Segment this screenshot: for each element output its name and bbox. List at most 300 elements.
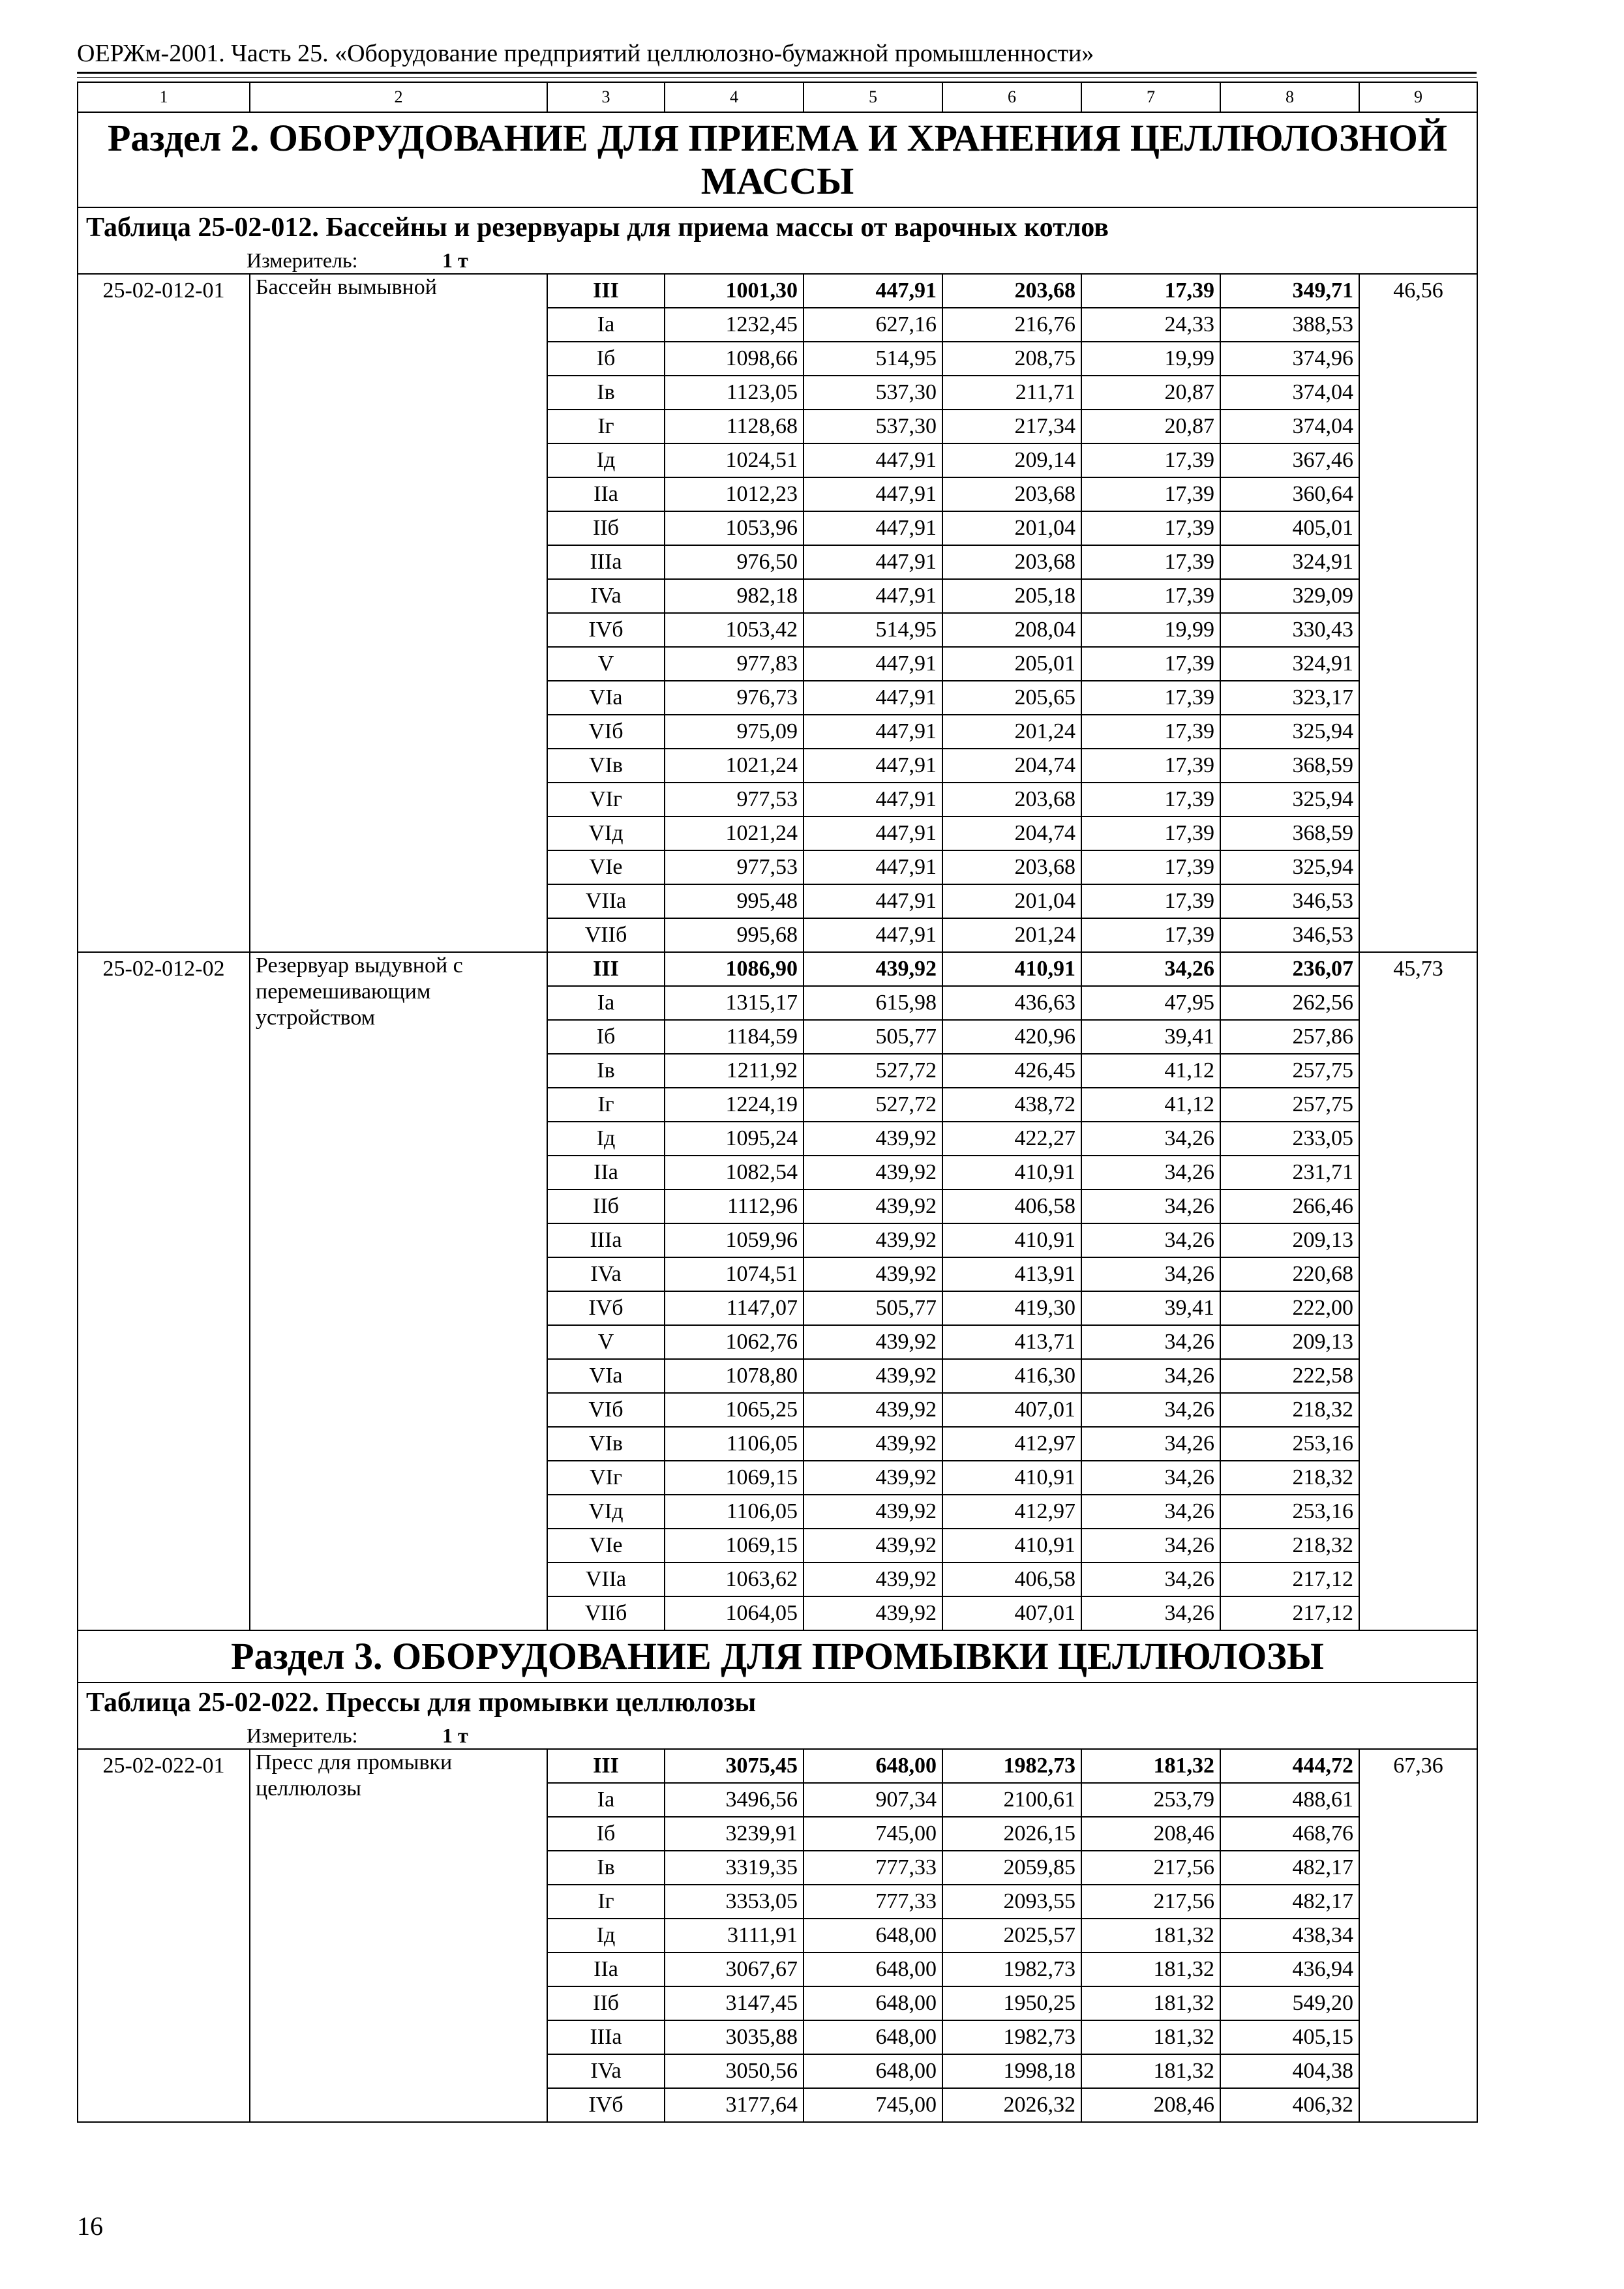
value-cell: 404,38 <box>1220 2054 1359 2088</box>
value-cell: 407,01 <box>942 1393 1081 1427</box>
value-cell: 34,26 <box>1081 952 1220 986</box>
value-cell: 412,97 <box>942 1495 1081 1529</box>
value-cell: 181,32 <box>1081 1986 1220 2020</box>
zone-cell: IIб <box>547 1189 665 1223</box>
value-cell: 218,32 <box>1220 1393 1359 1427</box>
value-cell: 388,53 <box>1220 308 1359 342</box>
value-cell: 17,39 <box>1081 681 1220 715</box>
zone-cell: IIб <box>547 1986 665 2020</box>
value-cell: 407,01 <box>942 1596 1081 1630</box>
value-cell: 346,53 <box>1220 884 1359 918</box>
value-cell: 1021,24 <box>665 816 804 850</box>
zone-cell: VIa <box>547 1359 665 1393</box>
value-cell: 1062,76 <box>665 1325 804 1359</box>
value-cell: 438,34 <box>1220 1919 1359 1952</box>
measure-cell <box>78 247 1477 274</box>
value-cell: 1232,45 <box>665 308 804 342</box>
value-cell: 203,68 <box>942 850 1081 884</box>
value-cell: 34,26 <box>1081 1427 1220 1461</box>
table-title-row <box>78 207 1477 247</box>
zone-cell: V <box>547 1325 665 1359</box>
value-cell: 1069,15 <box>665 1529 804 1563</box>
value-cell: 2025,57 <box>942 1919 1081 1952</box>
value-cell: 410,91 <box>942 1156 1081 1189</box>
value-cell: 17,39 <box>1081 647 1220 681</box>
value-cell: 1065,25 <box>665 1393 804 1427</box>
value-cell: 975,09 <box>665 715 804 749</box>
zone-cell: Iв <box>547 376 665 410</box>
zone-cell: VIIб <box>547 1596 665 1630</box>
value-cell: 17,39 <box>1081 274 1220 308</box>
value-cell: 253,16 <box>1220 1495 1359 1529</box>
value-cell: 17,39 <box>1081 443 1220 477</box>
item-name: Бассейн вымывной <box>250 274 547 952</box>
value-cell: 3353,05 <box>665 1885 804 1919</box>
value-cell: 1064,05 <box>665 1596 804 1630</box>
value-cell: 413,91 <box>942 1257 1081 1291</box>
value-cell: 217,34 <box>942 410 1081 443</box>
value-cell: 17,39 <box>1081 884 1220 918</box>
zone-cell: VIв <box>547 749 665 783</box>
value-cell: 447,91 <box>804 681 942 715</box>
column-number: 7 <box>1081 82 1220 112</box>
value-cell: 257,86 <box>1220 1020 1359 1054</box>
value-cell: 1128,68 <box>665 410 804 443</box>
zone-cell: VIб <box>547 1393 665 1427</box>
zone-cell: VIг <box>547 783 665 816</box>
value-cell: 217,56 <box>1081 1885 1220 1919</box>
value-cell: 410,91 <box>942 1461 1081 1495</box>
value-cell: 995,48 <box>665 884 804 918</box>
zone-cell: VIг <box>547 1461 665 1495</box>
section-title: Раздел 3. ОБОРУДОВАНИЕ ДЛЯ ПРОМЫВКИ ЦЕЛЛЮЛОЗЫ <box>78 1630 1477 1683</box>
value-cell: 209,13 <box>1220 1325 1359 1359</box>
value-cell: 447,91 <box>804 545 942 579</box>
value-cell: 3050,56 <box>665 2054 804 2088</box>
zone-cell: III <box>547 274 665 308</box>
value-cell: 1224,19 <box>665 1088 804 1122</box>
value-cell: 648,00 <box>804 1919 942 1952</box>
value-cell: 205,01 <box>942 647 1081 681</box>
value-cell: 1078,80 <box>665 1359 804 1393</box>
value-cell: 181,32 <box>1081 2020 1220 2054</box>
measure-label: Измеритель: <box>247 248 358 272</box>
value-cell: 17,39 <box>1081 715 1220 749</box>
zone-cell: VIIб <box>547 918 665 952</box>
value-cell: 777,33 <box>804 1851 942 1885</box>
item-extra-value: 67,36 <box>1359 1749 1477 2122</box>
column-number: 1 <box>78 82 250 112</box>
zone-cell: III <box>547 952 665 986</box>
value-cell: 648,00 <box>804 2054 942 2088</box>
value-cell: 410,91 <box>942 952 1081 986</box>
value-cell: 615,98 <box>804 986 942 1020</box>
value-cell: 211,71 <box>942 376 1081 410</box>
value-cell: 447,91 <box>804 884 942 918</box>
value-cell: 360,64 <box>1220 477 1359 511</box>
zone-cell: VIe <box>547 850 665 884</box>
value-cell: 439,92 <box>804 1461 942 1495</box>
value-cell: 217,56 <box>1081 1851 1220 1885</box>
value-cell: 439,92 <box>804 1596 942 1630</box>
value-cell: 34,26 <box>1081 1563 1220 1596</box>
item-extra-value: 45,73 <box>1359 952 1477 1630</box>
value-cell: 439,92 <box>804 952 942 986</box>
value-cell: 236,07 <box>1220 952 1359 986</box>
value-cell: 208,75 <box>942 342 1081 376</box>
value-cell: 346,53 <box>1220 918 1359 952</box>
zone-cell: Iд <box>547 1919 665 1952</box>
value-cell: 34,26 <box>1081 1529 1220 1563</box>
value-cell: 2059,85 <box>942 1851 1081 1885</box>
value-cell: 220,68 <box>1220 1257 1359 1291</box>
value-cell: 1982,73 <box>942 1952 1081 1986</box>
value-cell: 324,91 <box>1220 647 1359 681</box>
value-cell: 482,17 <box>1220 1885 1359 1919</box>
value-cell: 1082,54 <box>665 1156 804 1189</box>
value-cell: 648,00 <box>804 1749 942 1783</box>
value-cell: 2100,61 <box>942 1783 1081 1817</box>
value-cell: 204,74 <box>942 749 1081 783</box>
zone-cell: Iв <box>547 1851 665 1885</box>
section-row <box>78 112 1477 207</box>
value-cell: 208,04 <box>942 613 1081 647</box>
value-cell: 181,32 <box>1081 2054 1220 2088</box>
value-cell: 995,68 <box>665 918 804 952</box>
measure-row <box>78 247 1477 274</box>
zone-cell: Iг <box>547 1885 665 1919</box>
value-cell: 17,39 <box>1081 545 1220 579</box>
value-cell: 436,63 <box>942 986 1081 1020</box>
value-cell: 648,00 <box>804 1986 942 2020</box>
value-cell: 1086,90 <box>665 952 804 986</box>
value-cell: 1001,30 <box>665 274 804 308</box>
value-cell: 977,53 <box>665 850 804 884</box>
value-cell: 262,56 <box>1220 986 1359 1020</box>
value-cell: 257,75 <box>1220 1054 1359 1088</box>
value-cell: 3239,91 <box>665 1817 804 1851</box>
measure-unit: 1 т <box>442 1724 468 1747</box>
value-cell: 745,00 <box>804 2088 942 2122</box>
table-row <box>78 274 1477 308</box>
value-cell: 217,12 <box>1220 1596 1359 1630</box>
value-cell: 39,41 <box>1081 1020 1220 1054</box>
value-cell: 368,59 <box>1220 816 1359 850</box>
value-cell: 505,77 <box>804 1291 942 1325</box>
value-cell: 253,16 <box>1220 1427 1359 1461</box>
value-cell: 330,43 <box>1220 613 1359 647</box>
value-cell: 203,68 <box>942 477 1081 511</box>
zone-cell: IIIa <box>547 1223 665 1257</box>
zone-cell: IVa <box>547 2054 665 2088</box>
value-cell: 181,32 <box>1081 1952 1220 1986</box>
zone-cell: Ia <box>547 1783 665 1817</box>
value-cell: 405,01 <box>1220 511 1359 545</box>
value-cell: 203,68 <box>942 274 1081 308</box>
section-title: Раздел 2. ОБОРУДОВАНИЕ ДЛЯ ПРИЕМА И ХРАНЕНИЯ ЦЕЛЛЮЛОЗНОЙ МАССЫ <box>78 112 1477 207</box>
value-cell: 419,30 <box>942 1291 1081 1325</box>
value-cell: 34,26 <box>1081 1223 1220 1257</box>
measure-row <box>78 1722 1477 1749</box>
table-row <box>78 952 1477 986</box>
value-cell: 420,96 <box>942 1020 1081 1054</box>
item-name: Пресс для промывки целлюлозы <box>250 1749 547 2122</box>
value-cell: 17,39 <box>1081 783 1220 816</box>
value-cell: 1012,23 <box>665 477 804 511</box>
value-cell: 181,32 <box>1081 1749 1220 1783</box>
value-cell: 447,91 <box>804 749 942 783</box>
zone-cell: Ia <box>547 308 665 342</box>
value-cell: 1112,96 <box>665 1189 804 1223</box>
zone-cell: VIб <box>547 715 665 749</box>
table-title: Таблица 25-02-022. Прессы для промывки целлюлозы <box>78 1683 1477 1722</box>
value-cell: 416,30 <box>942 1359 1081 1393</box>
value-cell: 24,33 <box>1081 308 1220 342</box>
zone-cell: Iг <box>547 410 665 443</box>
value-cell: 1063,62 <box>665 1563 804 1596</box>
value-cell: 324,91 <box>1220 545 1359 579</box>
measure-cell <box>78 1722 1477 1749</box>
value-cell: 231,71 <box>1220 1156 1359 1189</box>
value-cell: 201,24 <box>942 918 1081 952</box>
value-cell: 39,41 <box>1081 1291 1220 1325</box>
value-cell: 549,20 <box>1220 1986 1359 2020</box>
column-number-row <box>78 82 1477 112</box>
value-cell: 977,83 <box>665 647 804 681</box>
value-cell: 34,26 <box>1081 1156 1220 1189</box>
value-cell: 3075,45 <box>665 1749 804 1783</box>
zone-cell: Iв <box>547 1054 665 1088</box>
value-cell: 181,32 <box>1081 1919 1220 1952</box>
value-cell: 34,26 <box>1081 1325 1220 1359</box>
value-cell: 1024,51 <box>665 443 804 477</box>
value-cell: 439,92 <box>804 1495 942 1529</box>
value-cell: 982,18 <box>665 579 804 613</box>
page-number: 16 <box>77 2211 103 2241</box>
column-number: 5 <box>804 82 942 112</box>
table-title-row <box>78 1683 1477 1722</box>
value-cell: 527,72 <box>804 1088 942 1122</box>
value-cell: 1147,07 <box>665 1291 804 1325</box>
value-cell: 439,92 <box>804 1189 942 1223</box>
column-number: 2 <box>250 82 547 112</box>
measure-label: Измеритель: <box>247 1724 358 1747</box>
value-cell: 777,33 <box>804 1885 942 1919</box>
value-cell: 976,73 <box>665 681 804 715</box>
column-number: 9 <box>1359 82 1477 112</box>
column-number: 3 <box>547 82 665 112</box>
zone-cell: IVa <box>547 579 665 613</box>
value-cell: 34,26 <box>1081 1393 1220 1427</box>
zone-cell: IVб <box>547 613 665 647</box>
value-cell: 447,91 <box>804 511 942 545</box>
value-cell: 537,30 <box>804 410 942 443</box>
value-cell: 253,79 <box>1081 1783 1220 1817</box>
column-number: 6 <box>942 82 1081 112</box>
value-cell: 439,92 <box>804 1393 942 1427</box>
zone-cell: Iд <box>547 1122 665 1156</box>
value-cell: 1950,25 <box>942 1986 1081 2020</box>
value-cell: 439,92 <box>804 1257 942 1291</box>
rates-table <box>77 82 1478 2123</box>
value-cell: 209,13 <box>1220 1223 1359 1257</box>
zone-cell: Iб <box>547 342 665 376</box>
value-cell: 266,46 <box>1220 1189 1359 1223</box>
zone-cell: Iд <box>547 443 665 477</box>
value-cell: 19,99 <box>1081 342 1220 376</box>
value-cell: 447,91 <box>804 274 942 308</box>
value-cell: 405,15 <box>1220 2020 1359 2054</box>
value-cell: 514,95 <box>804 613 942 647</box>
value-cell: 907,34 <box>804 1783 942 1817</box>
value-cell: 406,58 <box>942 1563 1081 1596</box>
value-cell: 1106,05 <box>665 1427 804 1461</box>
value-cell: 209,14 <box>942 443 1081 477</box>
value-cell: 1053,96 <box>665 511 804 545</box>
header-rule <box>77 72 1477 74</box>
value-cell: 1069,15 <box>665 1461 804 1495</box>
value-cell: 439,92 <box>804 1359 942 1393</box>
zone-cell: Iб <box>547 1020 665 1054</box>
value-cell: 1059,96 <box>665 1223 804 1257</box>
measure-unit: 1 т <box>442 248 468 272</box>
table-row <box>78 1749 1477 1783</box>
value-cell: 222,00 <box>1220 1291 1359 1325</box>
value-cell: 976,50 <box>665 545 804 579</box>
zone-cell: VIд <box>547 1495 665 1529</box>
value-cell: 17,39 <box>1081 477 1220 511</box>
value-cell: 34,26 <box>1081 1257 1220 1291</box>
table-title: Таблица 25-02-012. Бассейны и резервуары для приема массы от варочных котлов <box>78 207 1477 247</box>
value-cell: 745,00 <box>804 1817 942 1851</box>
value-cell: 406,32 <box>1220 2088 1359 2122</box>
value-cell: 438,72 <box>942 1088 1081 1122</box>
zone-cell: IIa <box>547 1952 665 1986</box>
value-cell: 527,72 <box>804 1054 942 1088</box>
value-cell: 329,09 <box>1220 579 1359 613</box>
value-cell: 482,17 <box>1220 1851 1359 1885</box>
value-cell: 412,97 <box>942 1427 1081 1461</box>
value-cell: 349,71 <box>1220 274 1359 308</box>
value-cell: 204,74 <box>942 816 1081 850</box>
value-cell: 3147,45 <box>665 1986 804 2020</box>
zone-cell: III <box>547 1749 665 1783</box>
value-cell: 19,99 <box>1081 613 1220 647</box>
value-cell: 325,94 <box>1220 783 1359 816</box>
value-cell: 218,32 <box>1220 1529 1359 1563</box>
value-cell: 468,76 <box>1220 1817 1359 1851</box>
value-cell: 426,45 <box>942 1054 1081 1088</box>
value-cell: 2093,55 <box>942 1885 1081 1919</box>
value-cell: 3177,64 <box>665 2088 804 2122</box>
zone-cell: IIa <box>547 1156 665 1189</box>
value-cell: 201,04 <box>942 884 1081 918</box>
value-cell: 218,32 <box>1220 1461 1359 1495</box>
value-cell: 34,26 <box>1081 1461 1220 1495</box>
value-cell: 3496,56 <box>665 1783 804 1817</box>
value-cell: 41,12 <box>1081 1054 1220 1088</box>
value-cell: 439,92 <box>804 1563 942 1596</box>
zone-cell: Iг <box>547 1088 665 1122</box>
value-cell: 34,26 <box>1081 1359 1220 1393</box>
value-cell: 205,18 <box>942 579 1081 613</box>
value-cell: 208,46 <box>1081 2088 1220 2122</box>
item-code: 25-02-012-01 <box>78 274 250 952</box>
zone-cell: VIe <box>547 1529 665 1563</box>
value-cell: 201,04 <box>942 511 1081 545</box>
value-cell: 1982,73 <box>942 2020 1081 2054</box>
header-rule-thin <box>77 77 1477 78</box>
value-cell: 627,16 <box>804 308 942 342</box>
zone-cell: IIa <box>547 477 665 511</box>
value-cell: 2026,32 <box>942 2088 1081 2122</box>
zone-cell: IIIa <box>547 2020 665 2054</box>
column-number: 8 <box>1220 82 1359 112</box>
value-cell: 1998,18 <box>942 2054 1081 2088</box>
zone-cell: VIд <box>547 816 665 850</box>
value-cell: 439,92 <box>804 1156 942 1189</box>
value-cell: 374,04 <box>1220 376 1359 410</box>
value-cell: 41,12 <box>1081 1088 1220 1122</box>
value-cell: 367,46 <box>1220 443 1359 477</box>
value-cell: 216,76 <box>942 308 1081 342</box>
value-cell: 439,92 <box>804 1325 942 1359</box>
value-cell: 1074,51 <box>665 1257 804 1291</box>
value-cell: 2026,15 <box>942 1817 1081 1851</box>
value-cell: 3035,88 <box>665 2020 804 2054</box>
value-cell: 537,30 <box>804 376 942 410</box>
value-cell: 34,26 <box>1081 1596 1220 1630</box>
value-cell: 203,68 <box>942 545 1081 579</box>
value-cell: 208,46 <box>1081 1817 1220 1851</box>
value-cell: 257,75 <box>1220 1088 1359 1122</box>
item-code: 25-02-012-02 <box>78 952 250 1630</box>
value-cell: 447,91 <box>804 850 942 884</box>
value-cell: 203,68 <box>942 783 1081 816</box>
value-cell: 47,95 <box>1081 986 1220 1020</box>
value-cell: 447,91 <box>804 477 942 511</box>
value-cell: 447,91 <box>804 783 942 816</box>
value-cell: 233,05 <box>1220 1122 1359 1156</box>
value-cell: 439,92 <box>804 1427 942 1461</box>
value-cell: 1098,66 <box>665 342 804 376</box>
value-cell: 17,39 <box>1081 749 1220 783</box>
value-cell: 205,65 <box>942 681 1081 715</box>
table-body <box>78 82 1477 2122</box>
value-cell: 447,91 <box>804 647 942 681</box>
value-cell: 1184,59 <box>665 1020 804 1054</box>
value-cell: 1315,17 <box>665 986 804 1020</box>
value-cell: 648,00 <box>804 2020 942 2054</box>
value-cell: 1095,24 <box>665 1122 804 1156</box>
value-cell: 1021,24 <box>665 749 804 783</box>
value-cell: 444,72 <box>1220 1749 1359 1783</box>
value-cell: 3319,35 <box>665 1851 804 1885</box>
value-cell: 368,59 <box>1220 749 1359 783</box>
value-cell: 406,58 <box>942 1189 1081 1223</box>
value-cell: 410,91 <box>942 1223 1081 1257</box>
value-cell: 977,53 <box>665 783 804 816</box>
value-cell: 34,26 <box>1081 1189 1220 1223</box>
value-cell: 374,04 <box>1220 410 1359 443</box>
zone-cell: Ia <box>547 986 665 1020</box>
zone-cell: IIIa <box>547 545 665 579</box>
zone-cell: VIIa <box>547 1563 665 1596</box>
value-cell: 447,91 <box>804 443 942 477</box>
zone-cell: Iб <box>547 1817 665 1851</box>
value-cell: 201,24 <box>942 715 1081 749</box>
value-cell: 20,87 <box>1081 410 1220 443</box>
